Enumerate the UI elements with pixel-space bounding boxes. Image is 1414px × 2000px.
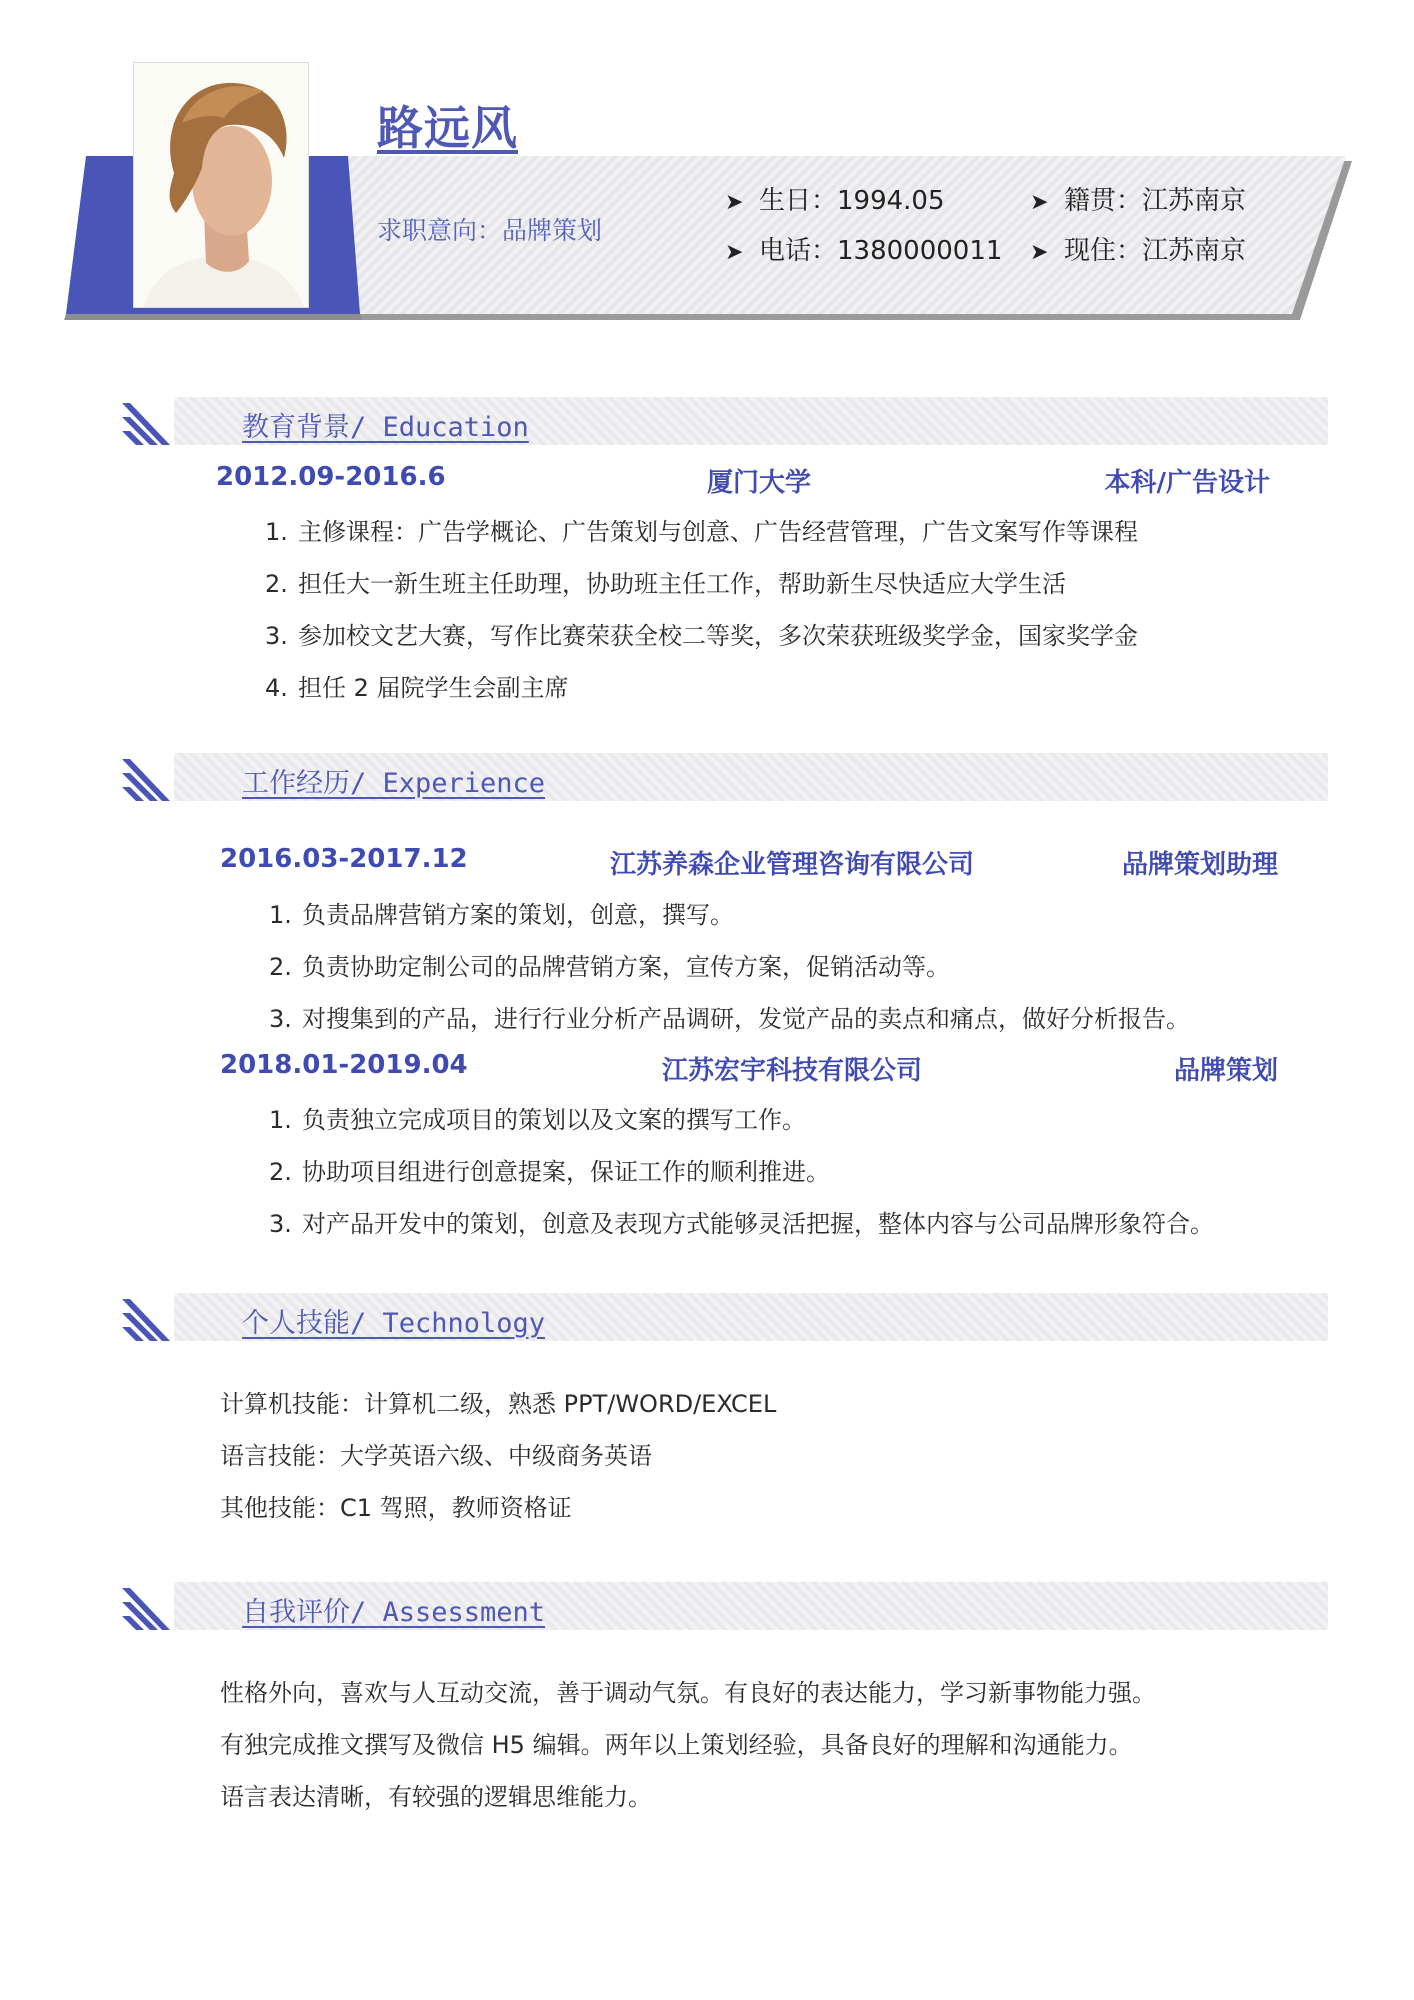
list-item: 2. 协助项目组进行创意提案，保证工作的顺利推进。	[269, 1158, 830, 1186]
hometown-text: 籍贯：江苏南京	[1064, 186, 1247, 216]
edu-degree: 本科/广告设计	[1104, 468, 1270, 498]
info-hometown	[1030, 180, 1246, 217]
section-title: 个人技能/ Technology	[242, 1308, 546, 1339]
list-item: 1. 主修课程：广告学概论、广告策划与创意、广告经营管理，广告文案写作等课程	[265, 518, 1138, 546]
stripes-icon	[122, 751, 174, 805]
stripes-icon	[122, 1580, 174, 1634]
list-item: 1. 负责独立完成项目的策划以及文案的撰写工作。	[269, 1106, 806, 1134]
stripes-icon	[122, 1291, 174, 1345]
candidate-name: 路远风	[377, 101, 518, 155]
job2-date: 2018.01-2019.04	[220, 1050, 468, 1080]
edu-school: 厦门大学	[706, 468, 812, 498]
section-title: 工作经历/ Experience	[242, 768, 546, 799]
list-item: 3. 对搜集到的产品，进行行业分析产品调研，发觉产品的卖点和痛点，做好分析报告。	[269, 1005, 1190, 1033]
assessment-text	[220, 1667, 1156, 1823]
info-phone	[725, 230, 1002, 267]
job2-company: 江苏宏宇科技有限公司	[661, 1056, 923, 1086]
edu-date: 2012.09-2016.6	[216, 462, 446, 492]
birthday-text: 生日：1994.05	[759, 186, 945, 216]
arrow-icon: ➤	[1030, 240, 1049, 265]
edu-list	[265, 506, 1138, 714]
section-assessment	[122, 1582, 1328, 1632]
job2-role: 品牌策划	[1173, 1056, 1278, 1086]
list-item: 3. 对产品开发中的策划，创意及表现方式能够灵活把握，整体内容与公司品牌形象符合。	[269, 1210, 1214, 1238]
section-skills	[122, 1293, 1328, 1343]
skills-list	[220, 1378, 776, 1534]
residence-text: 现住：江苏南京	[1064, 236, 1247, 266]
list-item: 1. 负责品牌营销方案的策划，创意，撰写。	[269, 901, 734, 929]
phone-text: 电话：1380000011	[759, 236, 1003, 266]
arrow-icon: ➤	[1030, 190, 1049, 215]
list-item: 3. 参加校文艺大赛，写作比赛荣获全校二等奖，多次荣获班级奖学金，国家奖学金	[265, 622, 1138, 650]
arrow-icon: ➤	[725, 240, 744, 265]
info-birthday	[725, 180, 945, 217]
skill-line: 语言技能：大学英语六级、中级商务英语	[220, 1442, 652, 1470]
section-education	[122, 397, 1328, 447]
profile-photo	[133, 62, 309, 308]
skill-line: 计算机技能：计算机二级，熟悉 PPT/WORD/EXCEL	[220, 1390, 777, 1418]
job1-list	[269, 889, 1190, 1045]
job2-list	[269, 1094, 1214, 1250]
section-experience	[122, 753, 1328, 803]
assessment-line: 性格外向，喜欢与人互动交流，善于调动气氛。有良好的表达能力，学习新事物能力强。	[220, 1679, 1156, 1707]
section-title: 自我评价/ Assessment	[242, 1597, 546, 1628]
info-residence	[1030, 230, 1246, 267]
arrow-icon: ➤	[725, 190, 744, 215]
assessment-line: 语言表达清晰，有较强的逻辑思维能力。	[220, 1783, 652, 1811]
skill-line: 其他技能：C1 驾照，教师资格证	[220, 1494, 572, 1522]
assessment-line: 有独完成推文撰写及微信 H5 编辑。两年以上策划经验，具备良好的理解和沟通能力。	[220, 1731, 1133, 1759]
job1-role: 品牌策划助理	[1121, 850, 1278, 880]
list-item: 2. 负责协助定制公司的品牌营销方案，宣传方案，促销活动等。	[269, 953, 950, 981]
job1-date: 2016.03-2017.12	[220, 844, 468, 874]
stripes-icon	[122, 395, 174, 449]
list-item: 2. 担任大一新生班主任助理，协助班主任工作，帮助新生尽快适应大学生活	[265, 570, 1066, 598]
job1-company: 江苏养森企业管理咨询有限公司	[609, 850, 975, 880]
job-intent: 求职意向：品牌策划	[377, 216, 603, 245]
list-item: 4. 担任 2 届院学生会副主席	[265, 674, 569, 702]
section-title: 教育背景/ Education	[242, 412, 529, 443]
